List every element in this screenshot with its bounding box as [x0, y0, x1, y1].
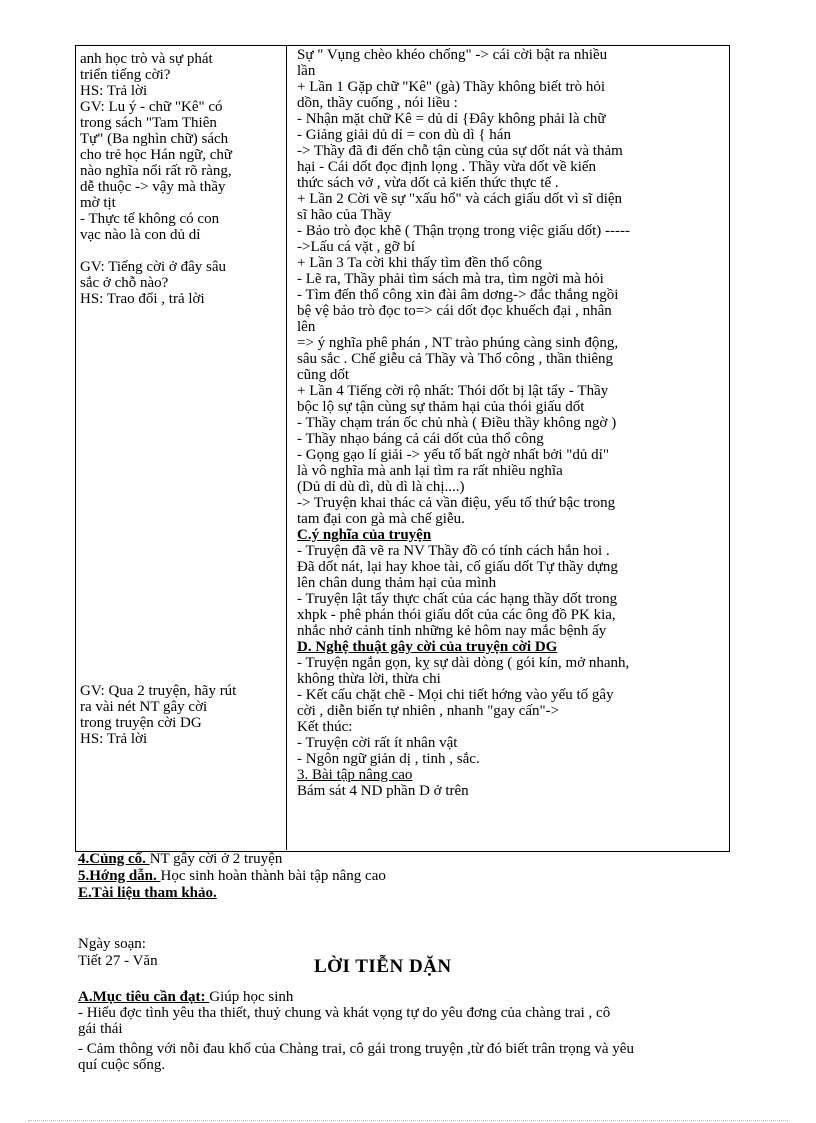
right-line: - Ngôn ngữ giản dị , tinh , sắc.: [297, 751, 480, 767]
right-line: lên chân dung thảm hại của mình: [297, 575, 497, 591]
right-line: - Kết cấu chặt chẽ - Mọi chi tiết hớng vào yếu tố gây: [297, 687, 614, 703]
lesson-title: LỜI TIỄN DẶN: [314, 956, 452, 977]
right-line: - Truyện cời rất ít nhân vật: [297, 735, 458, 751]
right-line: - Truyện ngắn gọn, kỵ sự dài dòng ( gói kín, mở nhanh,: [297, 655, 630, 671]
left-line: triển tiếng cời?: [80, 67, 171, 83]
right-line: không thừa lời, thừa chi: [297, 671, 441, 687]
objective-line: quí cuộc sống.: [78, 1057, 166, 1073]
right-line: -> Truyện khai thác cả vần điệu, yếu tố thứ bậc trong: [297, 495, 616, 511]
huongdan-label: 5.Hớng dẫn.: [78, 868, 161, 884]
right-line: sĩ hão của Thầy: [297, 207, 392, 223]
right-line: - Truyện lật tẩy thực chất của các hạng thầy dốt trong: [297, 591, 618, 607]
tiet-label: Tiết 27 - Văn: [78, 953, 158, 969]
right-line: - Truyện đã vẽ ra NV Thầy đồ có tính cách hắn hoi .: [297, 543, 610, 559]
right-line: Bám sát 4 ND phần D ở trên: [297, 783, 469, 799]
table-column-divider: [286, 45, 287, 850]
right-line: - Gọng gạo lí giải -> yếu tố bất ngờ nhất bởi "dủ dỉ": [297, 447, 609, 463]
right-line: bệ vệ bảo trò đọc to=> cái dốt đọc khuếch đại , nhân: [297, 303, 612, 319]
right-line: nhắc nhở cảnh tỉnh những kẻ hôm nay mắc bệnh ấy: [297, 623, 607, 639]
content-column: [297, 47, 722, 799]
left-line: cho trẻ học Hán ngữ, chữ: [80, 147, 233, 163]
right-line: là vô nghĩa mà anh lại tìm ra rất nhiều nghĩa: [297, 463, 563, 479]
muctieu-text: Giúp học sinh: [209, 989, 294, 1005]
right-line: lần: [297, 63, 316, 79]
objective-line: - Cảm thông với nỗi đau khổ của Chàng trai, cô gái trong truyện ,từ đó biết trân trọng và yêu: [78, 1041, 634, 1057]
right-line: - Giảng giải dủ dỉ = con dù dì { hán: [297, 127, 511, 143]
objective-line: gái thái: [78, 1021, 123, 1037]
right-line: tam đại con gà mà chế giễu.: [297, 511, 465, 527]
tailieu-label: E.Tài liệu tham khảo.: [78, 885, 217, 901]
left-line: HS: Trao đổi , trả lời: [80, 291, 205, 307]
objective-line: - Hiểu đợc tình yêu tha thiết, thuỷ chung và khát vọng tự do yêu đơng của chàng trai , cô: [78, 1005, 611, 1021]
right-line: - Bảo trò đọc khẽ ( Thận trọng trong việc giấu dốt) -----: [297, 223, 630, 239]
left-line: HS: Trả lời: [80, 731, 148, 747]
right-line: + Lần 4 Tiếng cời rộ nhất: Thói dốt bị lật tẩy - Thầy: [297, 383, 609, 399]
left-spacer: [80, 243, 282, 259]
cungco-text: NT gây cời ở 2 truyện: [149, 851, 283, 867]
left-line: GV: Tiếng cời ở đây sâu: [80, 259, 227, 275]
right-line: + Lần 2 Cời về sự "xấu hổ" và cách giấu dốt vì sĩ diện: [297, 191, 623, 207]
right-line: Sự " Vụng chèo khéo chống" -> cái cời bật ra nhiều: [297, 47, 608, 63]
left-line: GV: Lu ý - chữ "Kê" có: [80, 99, 223, 115]
footer-huongdan: [78, 868, 386, 884]
left-line: ra vài nét NT gây cời: [80, 699, 208, 715]
left-line: anh học trò và sự phát: [80, 51, 213, 67]
left-line: mờ tịt: [80, 195, 116, 211]
right-line: Kết thúc:: [297, 719, 353, 735]
right-line: cũng dốt: [297, 367, 350, 383]
right-line: thức sách vở , vừa dốt cả kiến thức thực tế .: [297, 175, 559, 191]
section-c-heading: C.ý nghĩa của truyện: [297, 527, 432, 543]
left-line: HS: Trả lời: [80, 83, 148, 99]
section-3-heading: 3. Bài tập nâng cao: [297, 767, 413, 783]
right-line: ->Lấu cá vặt , gỡ bí: [297, 239, 416, 255]
ngay-soan: Ngày soạn:: [78, 936, 146, 952]
right-line: - Nhận mặt chữ Kê = dủ dỉ {Đây không phải là chữ: [297, 111, 606, 127]
right-line: => ý nghĩa phê phán , NT trào phúng càng sinh động,: [297, 335, 619, 351]
cungco-label: 4.Củng cố.: [78, 851, 150, 867]
teacher-activity-column: [80, 51, 282, 307]
left-line: dễ thuộc -> vậy mà thầy: [80, 179, 226, 195]
right-line: Đã dốt nát, lại hay khoe tài, cố giấu dốt Tự thầy dựng: [297, 559, 618, 575]
right-line: lên: [297, 319, 316, 335]
right-line: cời , diễn biến tự nhiên , nhanh "gay cấn"->: [297, 703, 560, 719]
left-line: Tự" (Ba nghìn chữ) sách: [80, 131, 229, 147]
page-bottom-rule: [28, 1120, 788, 1121]
right-line: (Dủ dỉ dù dì, dù dì là chị....): [297, 479, 465, 495]
right-line: - Thầy nhạo báng cả cái dốt của thổ công: [297, 431, 544, 447]
huongdan-text: Học sinh hoàn thành bài tập nâng cao: [160, 868, 386, 884]
muctieu-label: A.Mục tiêu cần đạt:: [78, 989, 210, 1005]
section-d-heading: D. Nghệ thuật gây cời của truyện cời DG: [297, 639, 558, 655]
footer-cungco: [78, 851, 282, 867]
right-line: xhpk - phê phán thói giấu dốt của các ông đồ PK kia,: [297, 607, 616, 623]
right-line: + Lần 3 Ta cời khi thấy tìm đền thổ công: [297, 255, 543, 271]
right-line: - Lẽ ra, Thầy phải tìm sách mà tra, tìm ngời mà hỏi: [297, 271, 604, 287]
right-line: hại - Cái dốt đọc định lọng . Thầy vừa dốt về kiến: [297, 159, 597, 175]
left-line: sắc ở chỗ nào?: [80, 275, 169, 291]
right-line: -> Thầy đã đi đến chỗ tận cùng của sự dốt nát và thảm: [297, 143, 623, 159]
left-line: - Thực tế không có con: [80, 211, 220, 227]
footer-tailieu: [78, 885, 217, 901]
left-line: trong truyện cời DG: [80, 715, 202, 731]
muctieu: [78, 989, 788, 1005]
right-line: - Tìm đến thổ công xin đài âm dơng-> đắc thắng ngồi: [297, 287, 619, 303]
right-line: + Lần 1 Gặp chữ "Kê" (gà) Thầy không biết trò hỏi: [297, 79, 606, 95]
teacher-activity-column-2: [80, 683, 282, 747]
right-line: dồn, thầy cuống , nói liều :: [297, 95, 458, 111]
right-line: - Thầy chạm trán ốc chủ nhà ( Điều thầy không ngờ ): [297, 415, 617, 431]
left-line: nào nghĩa nổi rất rõ ràng,: [80, 163, 232, 179]
right-line: bộc lộ sự tận cùng sự thảm hại của thói giấu dốt: [297, 399, 585, 415]
left-line: vạc nào là con dủ dỉ: [80, 227, 201, 243]
left-line: trong sách "Tam Thiên: [80, 115, 217, 131]
left-line: GV: Qua 2 truyện, hãy rút: [80, 683, 237, 699]
right-line: sâu sắc . Chế giễu cả Thầy và Thổ công , thần thiêng: [297, 351, 614, 367]
